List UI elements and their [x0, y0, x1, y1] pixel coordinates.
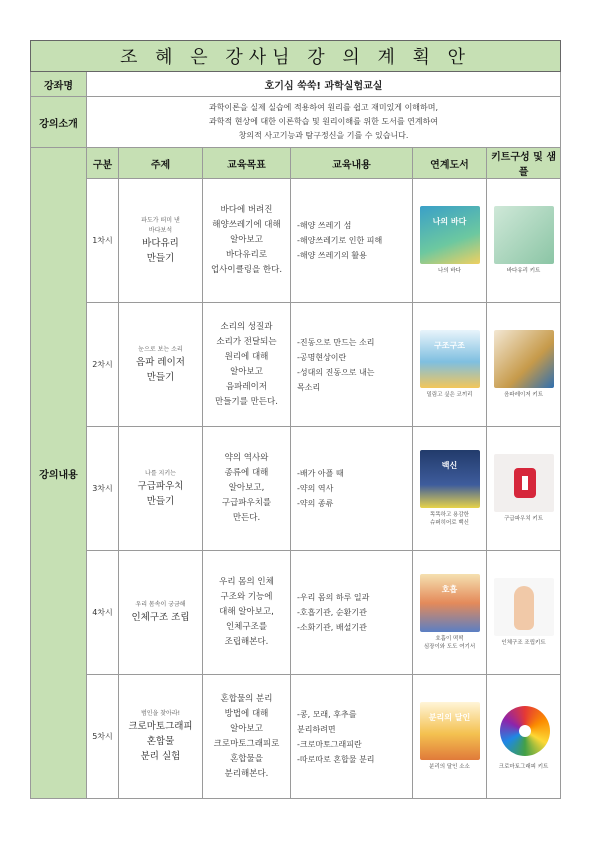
book-cover-image	[420, 330, 480, 388]
lecture-plan-table	[30, 40, 561, 799]
goal-line: 혼합물의 분리	[220, 693, 273, 704]
book-caption: 호흡이 떡떡	[435, 636, 464, 642]
content-line: -우리 몸의 하루 일과	[297, 593, 370, 602]
kit-sample-image	[494, 578, 554, 636]
book-caption: 슈퍼히어로 백신	[430, 520, 469, 526]
goal-line: 구조와 기능에	[220, 592, 273, 602]
session-number: 1차시	[87, 179, 119, 303]
session-number: 2차시	[87, 303, 119, 427]
topic-cell	[119, 675, 203, 799]
intro-label: 강의소개	[31, 97, 87, 148]
goal-line: 해양쓰레기에 대해	[212, 220, 281, 230]
content-line: -배가 아플 때	[297, 469, 344, 478]
content-cell	[291, 179, 413, 303]
goal-line: 소리의 성질과	[220, 321, 273, 332]
goal-line: 만든다.	[232, 513, 261, 523]
topic-title: 크로마토그래피	[128, 721, 193, 732]
intro-line: 창의적 사고기능과 탐구정신을 기를 수 있습니다.	[238, 131, 409, 140]
book-caption: 밀림고 싶은 코끼리	[426, 392, 473, 398]
topic-title: 분리 실험	[140, 751, 181, 762]
goal-cell	[203, 675, 291, 799]
content-line: -크로마토그래피란	[297, 739, 362, 749]
book-cell	[413, 675, 487, 799]
header-kit: 키트구성 및 샘플	[487, 148, 561, 179]
goal-cell	[203, 427, 291, 551]
book-cover-title: 백신	[441, 461, 458, 470]
goal-line: 바다에 버려진	[220, 205, 273, 215]
book-cover-title: 호흡	[441, 585, 458, 594]
topic-cell	[119, 427, 203, 551]
topic-cell	[119, 179, 203, 303]
topic-title: 만들기	[146, 495, 175, 507]
goal-line: 분리해본다.	[224, 768, 269, 779]
book-caption: 분리의 달인 소소	[429, 764, 470, 770]
topic-title: 혼합물	[146, 736, 175, 747]
topic-subtitle: 바다보석	[148, 226, 173, 234]
header-book: 연계도서	[413, 148, 487, 179]
session-row	[31, 179, 561, 303]
topic-subtitle: 눈으로 보는 소리	[138, 345, 183, 353]
goal-line: 우리 몸의 인체	[219, 577, 274, 587]
goal-line: 조립해본다.	[224, 637, 269, 647]
goal-line: 알아보고	[230, 366, 263, 377]
kit-caption: 구급파우치 키트	[504, 516, 544, 522]
content-label: 강의내용	[31, 148, 87, 799]
book-cover-image	[420, 574, 480, 632]
intro-line: 과학이론을 실제 실습에 적용하여 원리를 쉽고 재미있게 이해하며,	[209, 103, 439, 112]
goal-line: 만들기를 만든다.	[215, 396, 278, 407]
body-model-icon	[514, 586, 534, 630]
session-number: 3차시	[87, 427, 119, 551]
goal-line: 구급파우치를	[221, 498, 272, 508]
goal-line: 종류에 대해	[224, 468, 269, 478]
goal-line: 방법에 대해	[224, 708, 269, 719]
goal-cell	[203, 551, 291, 675]
content-cell	[291, 303, 413, 427]
kit-sample-image	[494, 702, 554, 760]
book-cover-image	[420, 450, 480, 508]
intro-line: 과학적 현상에 대한 이론학습 및 원리이해를 위한 도서를 연계하여	[209, 117, 439, 126]
goal-cell	[203, 179, 291, 303]
content-line: -해양 쓰레기의 활용	[297, 251, 367, 260]
goal-cell	[203, 303, 291, 427]
session-row	[31, 675, 561, 799]
book-caption: 똑똑하고 용감한	[430, 512, 469, 518]
content-line: -공명현상이란	[297, 352, 347, 362]
content-cell	[291, 427, 413, 551]
content-line: -호흡기관, 순환기관	[297, 608, 367, 617]
kit-sample-image	[494, 330, 554, 388]
session-row	[31, 303, 561, 427]
content-line: -약의 역사	[297, 484, 334, 493]
topic-cell	[119, 551, 203, 675]
topic-subtitle: 나를 지키는	[145, 469, 176, 477]
book-cell	[413, 179, 487, 303]
goal-line: 알아보고	[230, 235, 263, 245]
goal-line: 인체구조를	[225, 622, 268, 632]
goal-line: 소리가 전달되는	[216, 336, 277, 347]
content-line: -진동으로 만드는 소리	[297, 337, 375, 347]
session-number: 4차시	[87, 551, 119, 675]
goal-line: 약의 역사와	[224, 453, 269, 463]
kit-sample-image	[494, 454, 554, 512]
session-row	[31, 427, 561, 551]
first-aid-cross-icon	[514, 468, 536, 498]
topic-title: 만들기	[146, 371, 175, 383]
book-caption: 심장이와 도도 여기서	[423, 644, 476, 650]
header-content: 교육내용	[291, 148, 413, 179]
page-title: 조 혜 은 강사님 강 의 계 획 안	[31, 41, 561, 72]
goal-line: 업사이클링을 한다.	[210, 265, 283, 275]
header-session: 구분	[87, 148, 119, 179]
session-number: 5차시	[87, 675, 119, 799]
book-cover-title: 나의 바다	[432, 217, 467, 226]
content-line: 분리하려면	[297, 724, 336, 734]
topic-title: 바다유리	[142, 237, 179, 249]
content-line: -콩, 모래, 후추를	[297, 709, 357, 719]
content-line: -따로따로 혼합물 분리	[297, 754, 375, 764]
kit-cell	[487, 179, 561, 303]
goal-line: 바다유리로	[225, 250, 268, 260]
kit-cell	[487, 303, 561, 427]
content-line: -해양 쓰레기 섬	[297, 221, 352, 230]
topic-cell	[119, 303, 203, 427]
kit-caption: 음파레이저 키트	[504, 392, 544, 398]
topic-subtitle: 우리 몸속이 궁금해	[135, 601, 186, 608]
kit-caption: 바다유리 키트	[506, 268, 541, 274]
session-row	[31, 551, 561, 675]
content-line: -해양쓰레기로 인한 피해	[297, 236, 383, 245]
lecture-plan-sheet	[30, 40, 560, 799]
goal-line: 대해 알아보고,	[219, 607, 274, 617]
header-goal: 교육목표	[203, 148, 291, 179]
content-line: -약의 종류	[297, 499, 334, 508]
header-topic: 주제	[119, 148, 203, 179]
topic-subtitle: 파도가 떠미 낸	[141, 216, 180, 224]
book-cell	[413, 551, 487, 675]
topic-title: 음파 레이저	[136, 356, 185, 368]
goal-line: 알아보고	[230, 723, 263, 734]
kit-caption: 크로마토그래피 키트	[498, 764, 549, 770]
book-cover-image	[420, 206, 480, 264]
kit-caption: 인체구조 조립키트	[501, 640, 546, 646]
course-label: 강좌명	[31, 72, 87, 97]
topic-title: 구급파우치	[137, 480, 184, 492]
kit-sample-image	[494, 206, 554, 264]
book-caption: 나의 바다	[437, 268, 461, 274]
goal-line: 음파레이저	[225, 381, 268, 392]
kit-cell	[487, 427, 561, 551]
content-line: -성대의 진동으로 내는	[297, 367, 375, 377]
book-cell	[413, 427, 487, 551]
topic-subtitle: 범인을 찾아라!	[140, 710, 181, 717]
goal-line: 크로마토그래피로	[213, 738, 280, 749]
course-name: 호기심 쑥쑥! 과학실험교실	[87, 72, 561, 97]
book-cover-image	[420, 702, 480, 760]
topic-title: 인체구조 조립	[131, 612, 190, 623]
topic-title: 만들기	[146, 252, 175, 264]
color-wheel-icon	[500, 706, 550, 756]
content-cell	[291, 551, 413, 675]
content-cell	[291, 675, 413, 799]
book-cover-title: 구조구조	[434, 341, 465, 350]
goal-line: 혼합물을	[230, 753, 263, 764]
kit-cell	[487, 675, 561, 799]
book-cover-title: 분리의 달인	[428, 713, 471, 722]
intro-text	[87, 97, 561, 148]
content-line: -소화기관, 배설기관	[297, 623, 367, 632]
content-line: 목소리	[297, 382, 321, 392]
book-cell	[413, 303, 487, 427]
goal-line: 원리에 대해	[224, 351, 269, 362]
goal-line: 알아보고,	[228, 483, 265, 493]
kit-cell	[487, 551, 561, 675]
